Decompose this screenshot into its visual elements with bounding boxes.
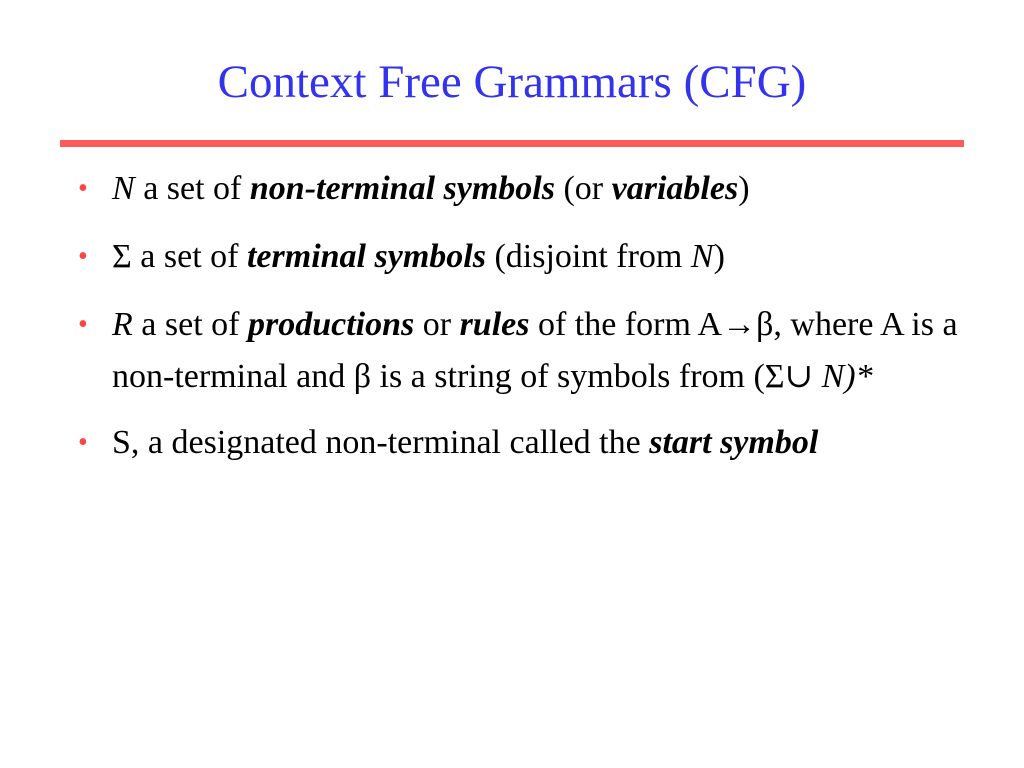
bullet-marker-icon: • xyxy=(78,309,88,340)
title-divider xyxy=(60,140,964,147)
term-terminal-symbols: terminal symbols xyxy=(246,238,486,275)
bullet-text: ) xyxy=(713,238,725,275)
bullet-text: (disjoint from xyxy=(485,238,691,275)
term-non-terminal-symbols: non-terminal symbols xyxy=(249,170,555,207)
term-productions: productions xyxy=(247,306,415,343)
bullet-marker-icon: • xyxy=(78,427,88,458)
bullet-text: a set of xyxy=(134,170,250,207)
bullet-start-symbol xyxy=(72,417,972,469)
bullet-list xyxy=(72,163,972,485)
bullet-terminals xyxy=(72,231,972,283)
bullet-text: of the form A→β, where A is a non-terminal and β is a string of symbols from (Σ∪ xyxy=(112,306,958,395)
bullet-text: or xyxy=(414,306,460,343)
bullet-nonterminals xyxy=(72,163,972,215)
bullet-text: S, a designated non-terminal called the xyxy=(112,424,650,461)
bullet-text: (or xyxy=(554,170,612,207)
slide-title: Context Free Grammars (CFG) xyxy=(217,56,807,108)
symbol-r: R xyxy=(112,306,133,343)
symbol-n-star: N)* xyxy=(821,358,873,395)
bullet-text: a set of xyxy=(132,306,248,343)
bullet-text: ) xyxy=(738,170,750,207)
bullet-marker-icon: • xyxy=(78,173,88,204)
bullet-text: Σ a set of xyxy=(112,238,247,275)
term-variables: variables xyxy=(611,170,739,207)
bullet-marker-icon: • xyxy=(78,241,88,272)
symbol-n: N xyxy=(690,238,714,275)
symbol-n: N xyxy=(112,170,135,207)
term-start-symbol: start symbol xyxy=(649,424,819,461)
bullet-productions xyxy=(72,299,972,403)
term-rules: rules xyxy=(459,306,530,343)
